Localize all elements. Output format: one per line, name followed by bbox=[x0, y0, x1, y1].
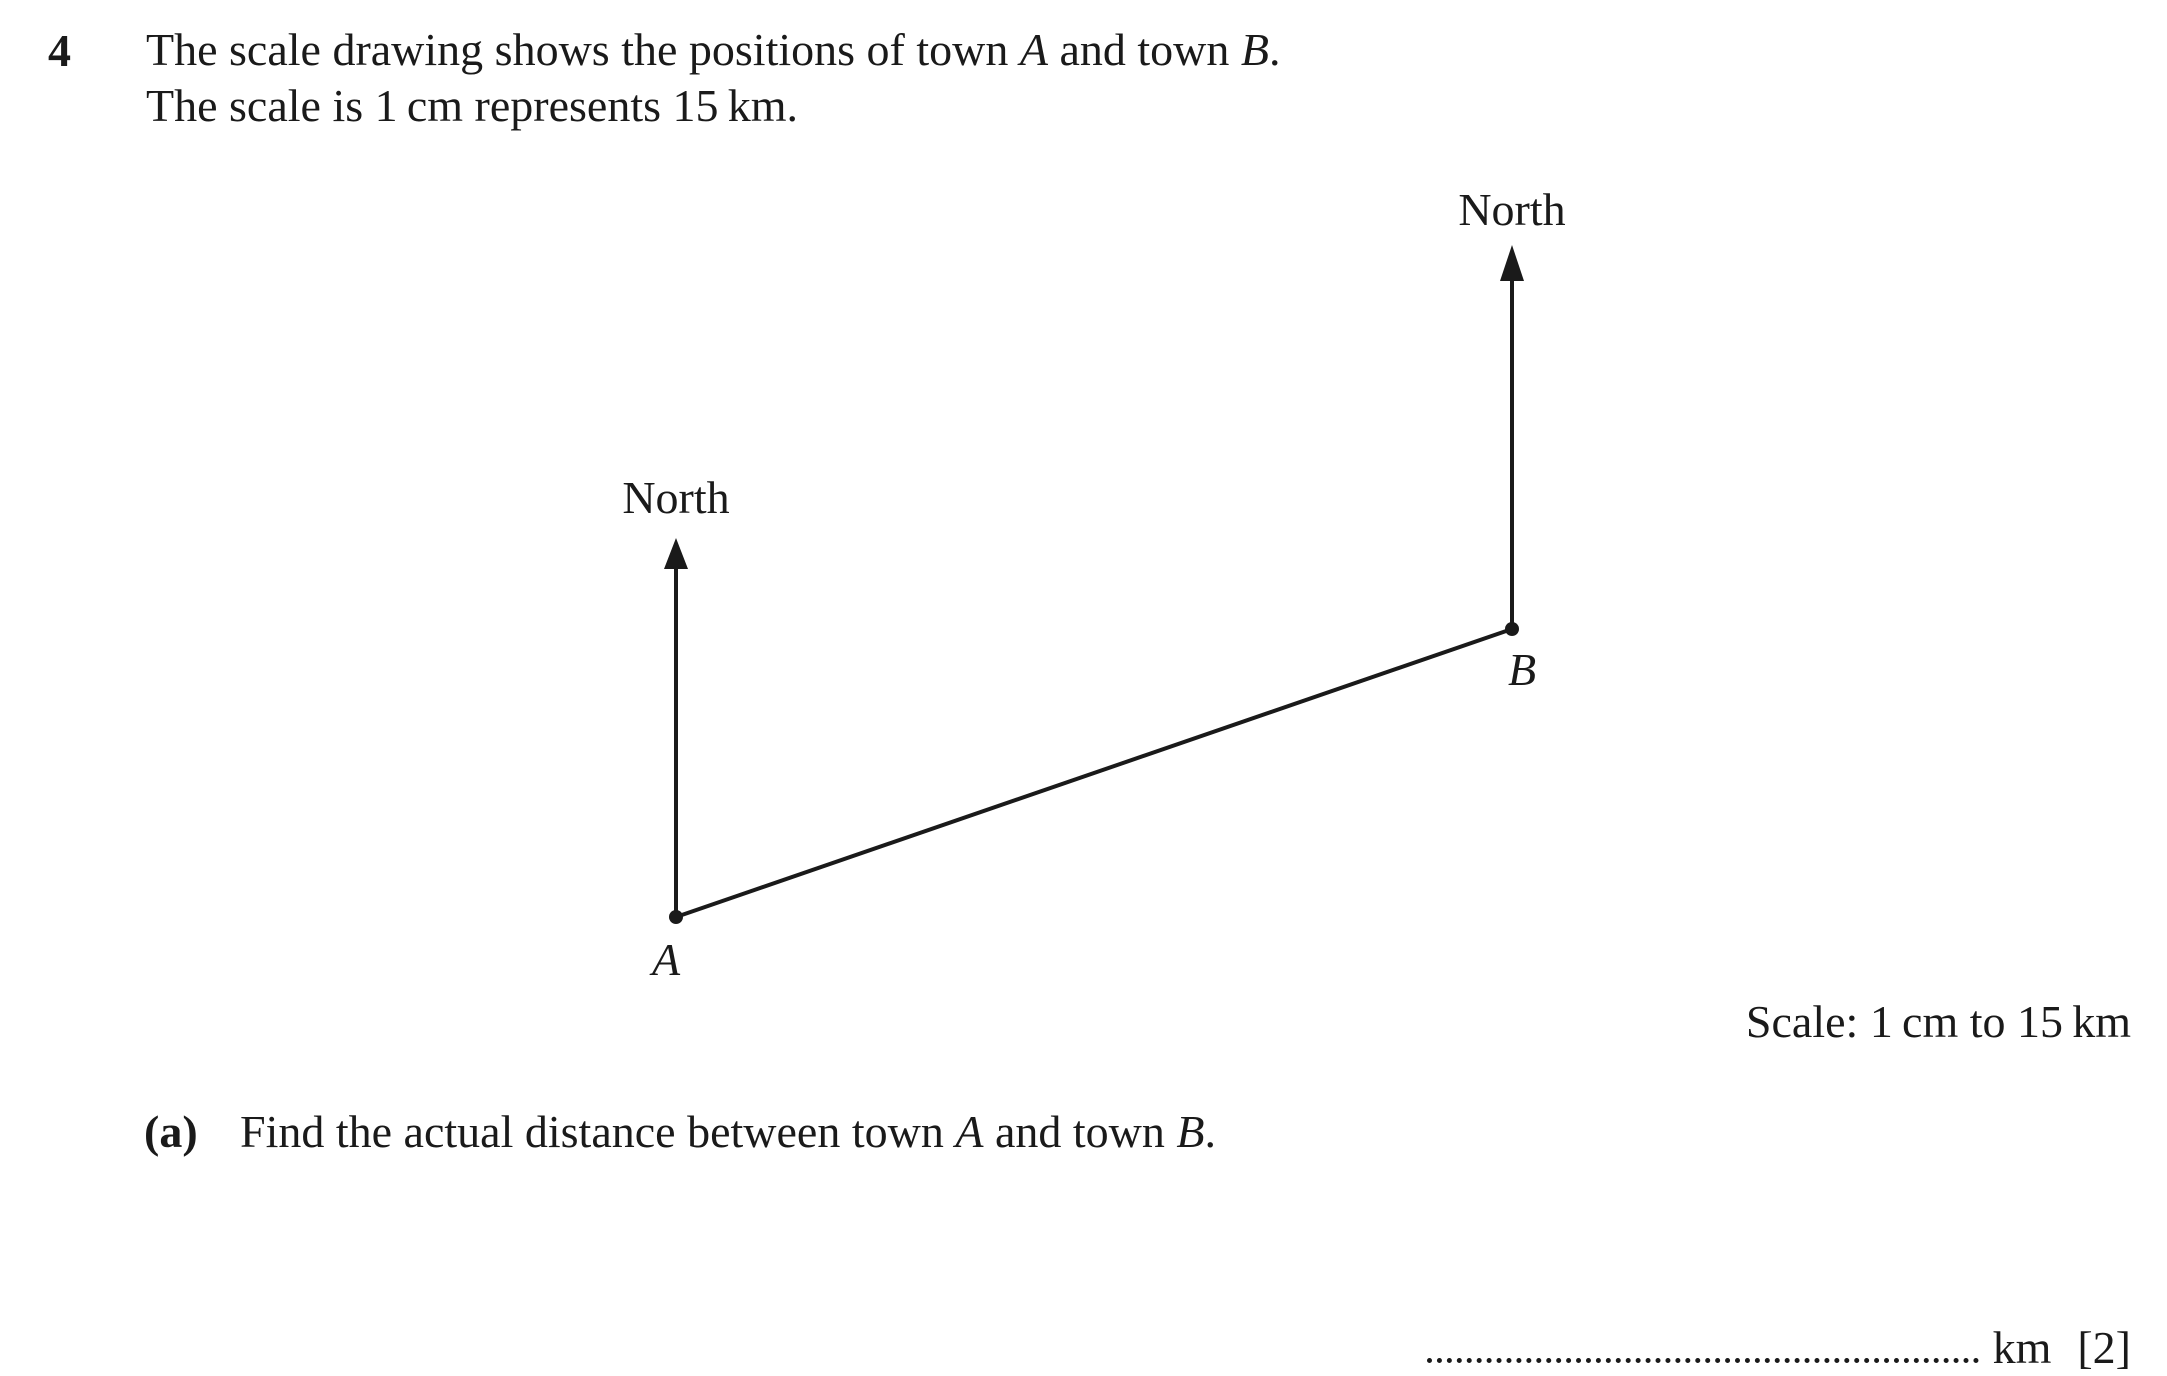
north-arrow-b-head bbox=[1500, 245, 1524, 281]
part-a-label: (a) bbox=[144, 1106, 198, 1157]
north-label-b: North bbox=[1458, 184, 1566, 235]
town-b-variable: B bbox=[1240, 24, 1270, 75]
question-number: 4 bbox=[48, 25, 71, 76]
town-a-variable: A bbox=[1019, 24, 1048, 75]
answer-line bbox=[1427, 1322, 2131, 1373]
stem-line-1: The scale drawing shows the positions of town A and town B. bbox=[146, 24, 1281, 75]
answer-unit: km bbox=[1992, 1322, 2052, 1373]
north-arrow-a-head bbox=[664, 538, 688, 569]
point-a bbox=[669, 910, 683, 924]
point-b bbox=[1505, 622, 1519, 636]
answer-input-line[interactable] bbox=[1427, 1322, 1979, 1363]
marks-label: [2] bbox=[2077, 1322, 2131, 1373]
point-a-label: A bbox=[651, 934, 681, 985]
point-b-label: B bbox=[1507, 644, 1537, 695]
part-a-question: (a) Find the actual distance between town A and town B. bbox=[144, 1104, 1216, 1160]
line-ab bbox=[676, 629, 1512, 917]
stem-line-2: The scale is 1 cm represents 15 km. bbox=[146, 80, 798, 131]
scale-note: Scale: 1 cm to 15 km bbox=[1745, 996, 2131, 1047]
north-label-a: North bbox=[622, 472, 730, 523]
